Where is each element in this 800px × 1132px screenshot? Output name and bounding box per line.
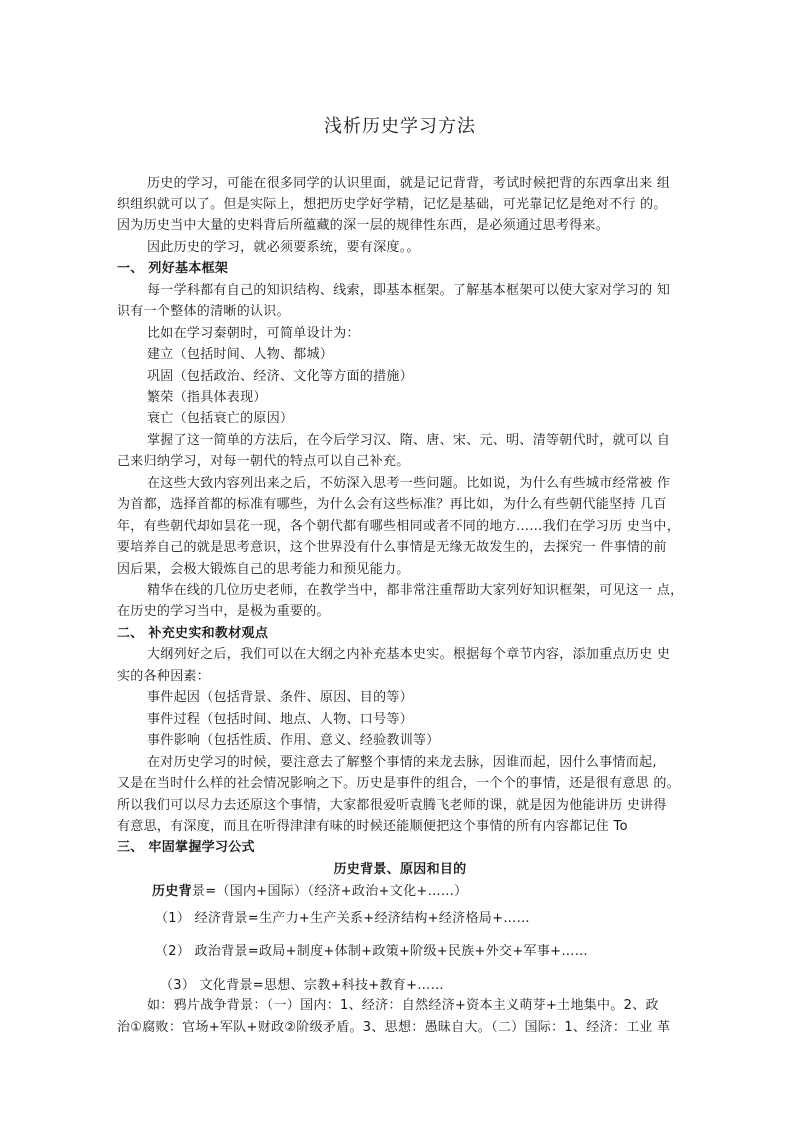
body-line: （1） 经济背景=生产力+生产关系+经济结构+经济格局+……	[155, 911, 530, 926]
body-line: 掌握了这一简单的方法后，在今后学习汉、隋、唐、宋、元、明、清等朝代时，就可以 自	[147, 433, 671, 448]
body-line: 繁荣（指具体表现）	[147, 390, 267, 405]
body-line: 年，有些朝代却如昙花一现，各个朝代都有哪些相同或者不同的地方……我们在学习历 史当中，	[117, 519, 681, 534]
body-line: 识有一个整体的清晰的认识。	[117, 304, 290, 319]
body-line: 建立（包括时间、人物、都城）	[147, 347, 334, 362]
body-line: 衰亡（包括衰亡的原因）	[147, 411, 294, 426]
body-line: 治①腐败：官场+军队+财政②阶级矛盾。3、思想：愚昧自大。（二）国际：1、经济：工业 革	[117, 1020, 671, 1035]
body-line: 比如在学习秦朝时，可简单设计为：	[147, 326, 360, 341]
body-line: 历史背景、原因和目的	[333, 862, 467, 877]
body-line: 巩固（包括政治、经济、文化等方面的措施）	[147, 369, 414, 384]
body-line: 每一学科都有自己的知识结构、线索，即基本框架。了解基本框架可以使大家对学习的 知	[147, 283, 671, 298]
body-line: 大纲列好之后，我们可以在大纲之内补充基本史实。根据每个章节内容，添加重点历史 史	[147, 647, 671, 662]
body-line: 二、 补充史实和教材观点	[117, 626, 269, 641]
document-title: 浅析历史学习方法	[324, 116, 476, 137]
body-line: （2） 政治背景=政局+制度+体制+政策+阶级+民族+外交+军事+……	[155, 944, 588, 959]
body-line: 为首都，选择首都的标准有哪些，为什么会有这些标准？再比如，为什么有些朝代能坚持 几百	[117, 497, 667, 512]
body-line: 历史背景=（国内+国际）（经济+政治+文化+……）	[152, 884, 468, 899]
body-line: 因此历史的学习，就必须要系统，要有深度。。	[147, 240, 420, 255]
body-line: 要培养自己的就是思考意识，这个世界没有什么事情是无缘无故发生的，去探究一 件事情的前	[117, 540, 667, 555]
body-line: 因为历史当中大量的史料背后所蕴藏的深一层的规律性东西，是必须通过思考得来。	[117, 218, 610, 233]
body-line: 精华在线的几位历史老师，在教学当中，都非常注重帮助大家列好知识框架，可见这一 点，	[147, 583, 684, 598]
body-line: 事件影响（包括性质、作用、意义、经验教训等）	[147, 733, 440, 748]
body-line: 己来归纳学习，对每一朝代的特点可以自己补充。	[117, 454, 410, 469]
body-line: 如：鸦片战争背景：（一）国内：1、经济：自然经济+资本主义萌芽+土地集中。2、政	[147, 998, 659, 1013]
body-line: 有意思，有深度，而且在听得津津有味的时候还能顺便把这个事情的所有内容都记住 To	[117, 819, 628, 834]
body-line: 三、 牢固掌握学习公式	[117, 840, 255, 855]
body-line: 事件过程（包括时间、地点、人物、口号等）	[147, 712, 414, 727]
body-line: 在这些大致内容列出来之后，不妨深入思考一些问题。比如说，为什么有些城市经常被 作	[147, 476, 671, 491]
body-line: 又是在当时什么样的社会情况影响之下。历史是事件的组合，一个个的事情，还是很有意思 的。	[117, 776, 681, 791]
body-line: 事件起因（包括背景、条件、原因、目的等）	[147, 690, 414, 705]
body-line: 实的各种因素：	[117, 669, 211, 684]
body-line: 在历史的学习当中，是极为重要的。	[117, 604, 330, 619]
body-line: 在对历史学习的时候，要注意去了解整个事情的来龙去脉，因谁而起，因什么事情而起,	[147, 755, 657, 770]
body-line: 所以我们可以尽力去还原这个事情，大家都很爱听袁腾飞老师的课，就是因为他能讲历 史讲得	[117, 798, 667, 813]
body-line: （3） 文化背景=思想、宗教+科技+教育+……	[160, 978, 444, 993]
body-line: 一、 列好基本框架	[117, 261, 229, 276]
body-line: 因后果，会极大锻炼自己的思考能力和预见能力。	[117, 562, 410, 577]
body-line: 织组织就可以了。但是实际上，想把历史学好学精，记忆是基础，可光靠记忆是绝对不行 的。	[117, 197, 667, 212]
body-line: 历史的学习，可能在很多同学的认识里面，就是记记背背，考试时候把背的东西拿出来 组	[147, 176, 671, 191]
